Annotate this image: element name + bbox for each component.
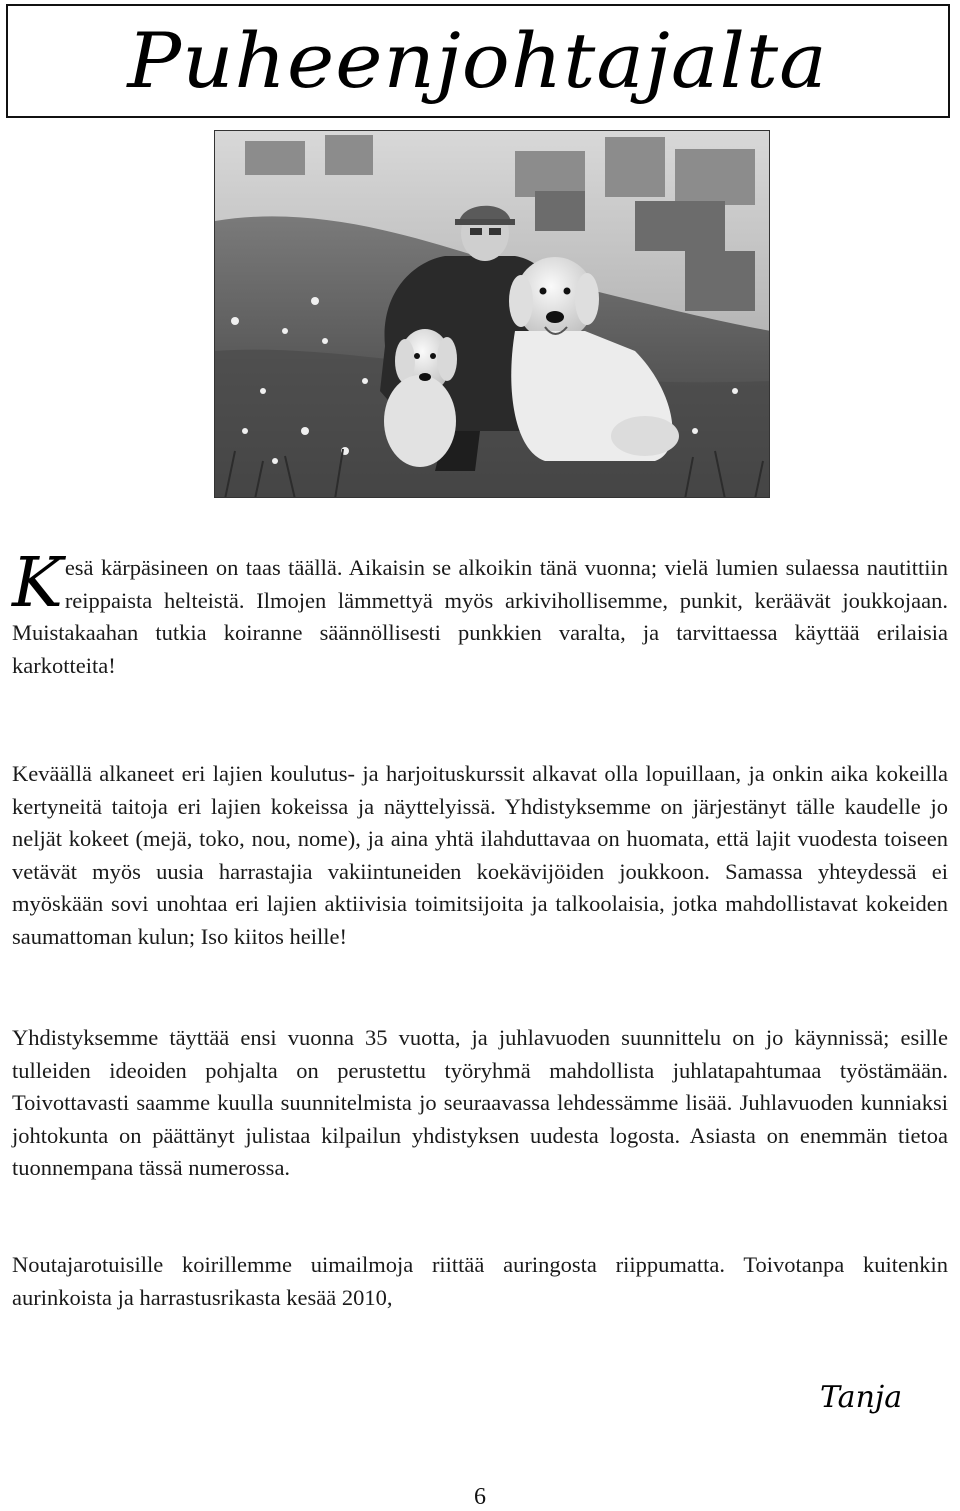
title-box [6,4,950,118]
signature: Tanja [820,1380,903,1415]
paragraph-4: Noutajarotuisille koirillemme uimailmoja riittää auringosta riippumatta. Toivotanpa kuitenkin aurinkoista ja harrastusrikasta kesää 2010, [12,1252,948,1310]
dropcap-letter: K [12,544,63,623]
paragraph-2: Keväällä alkaneet eri lajien koulutus- ja harjoituskurssit alkavat olla lopuillaan, ja onkin aika kokeilla kertyneitä taitoja eri lajien kokeissa ja näyttelyissä. Yhdistyksemme on järjestänyt tälle kaudelle jo neljät kokeet (mejä, toko, nou, nome), ja aina yhtä ilahduttavaa on huomata, että lajit vuodesta toiseen vetävät myös uusia harrastajia vakiintuneiden koekävijöiden joukkoon. Samassa yhteydessä ei myöskään sovi unohtaa eri lajien aktiivisia toimitsijoita ja talkoolaisia, jotka mahdollistavat kokeiden saumattoman kulun; Iso kiitos heille! [12,761,948,949]
paragraph-3: Yhdistyksemme täyttää ensi vuonna 35 vuotta, ja juhlavuoden suunnittelu on jo käynnissä; esille tulleiden ideoiden pohjalta on perustettu työryhmä mahdollista juhlatapahtumaa työstämään. Toivottavasti saamme kuulla suunnitelmista jo seuraavassa lehdessämme lisää. Juhlavuoden kunniaksi johtokunta on päättänyt julistaa kilpailun yhdistyksen uudesta logosta. Asiasta on enemmän tietoa tuonnempana tässä numerossa. [12,1025,948,1180]
photo-person-with-two-dogs [214,130,770,498]
page-title: Puheenjohtajalta [127,16,829,105]
page-number: 6 [474,1484,486,1510]
paragraph-1-text: esä kärpäsineen on taas täällä. Aikaisin se alkoikin tänä vuonna; vielä lumien sulaessa nautittiin reippaista helteistä. Ilmojen lämmettyä myös arkivihollisemme, punkit, keräävät joukkojaan. Muistakaahan tutkia koiranne säännöllisesti punkkien varalta, ja tarvittaessa käyttää erilaisia karkotteita! [12,555,948,678]
paragraph-1 [12,544,948,682]
